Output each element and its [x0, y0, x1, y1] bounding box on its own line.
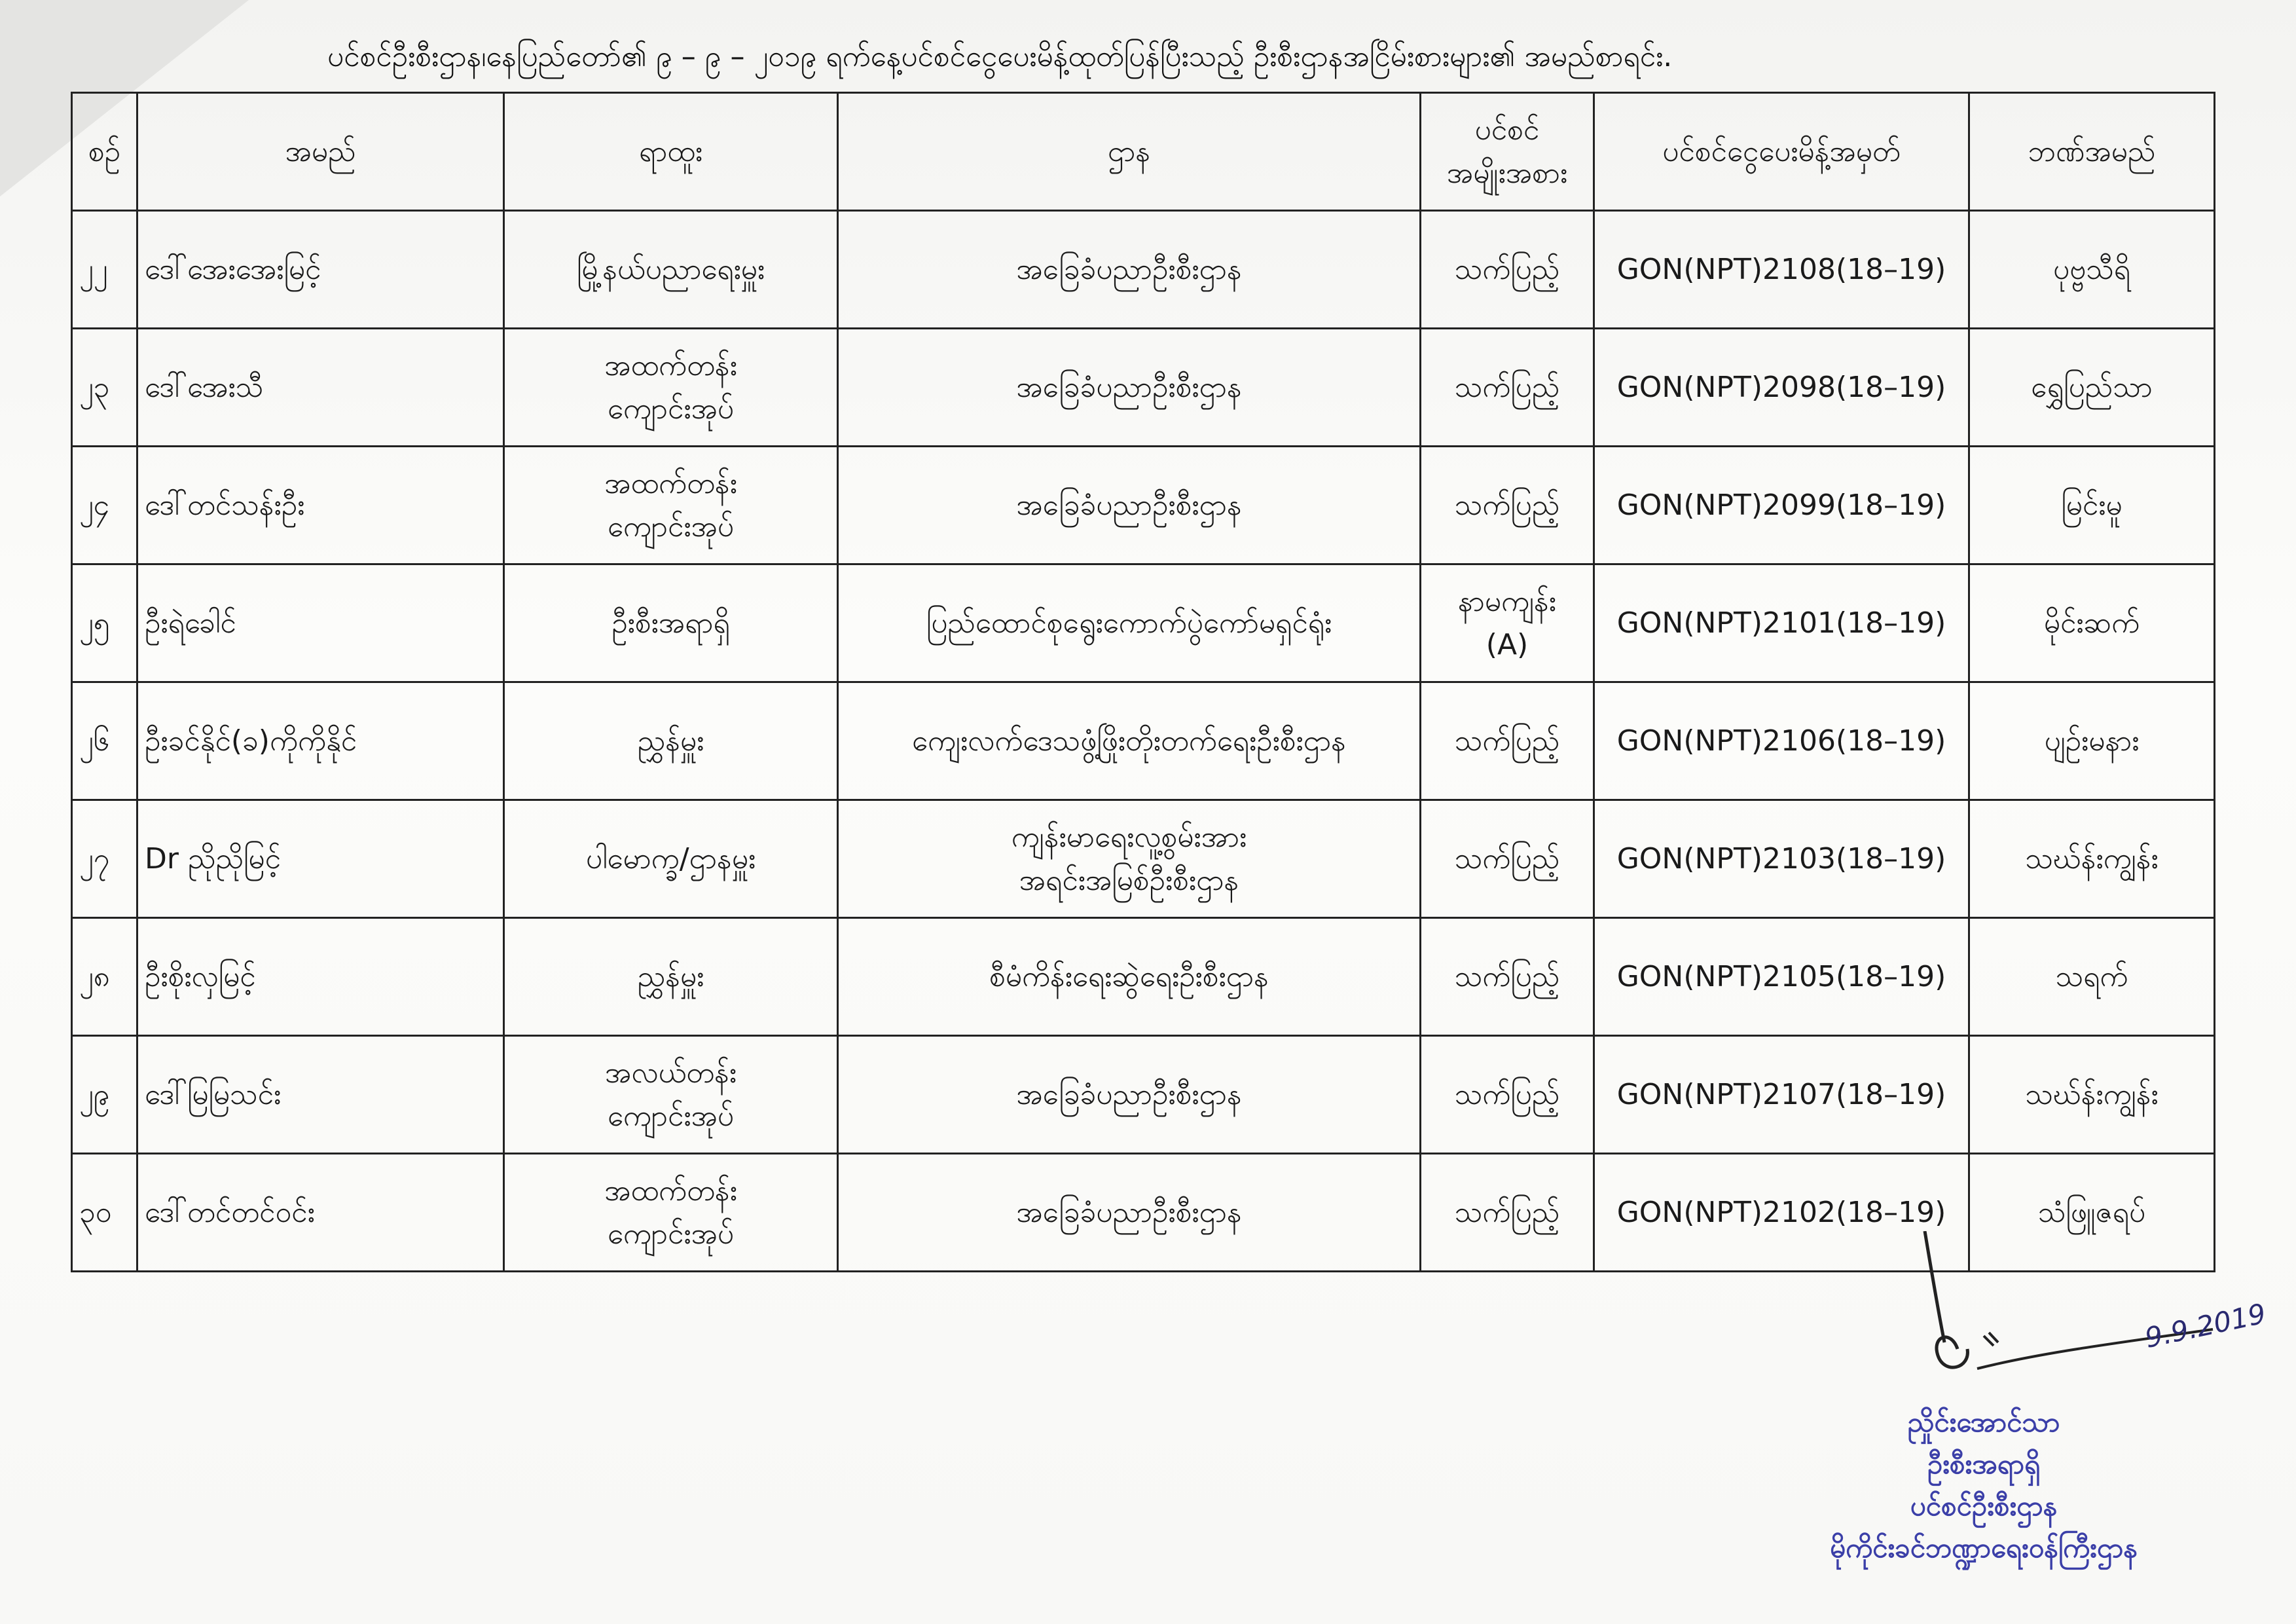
cell-department: ကျန်းမာရေးလူ့စွမ်းအား အရင်းအမြစ်ဦးစီးဌာန: [838, 800, 1421, 918]
cell-department: အခြေခံပညာဦးစီးဌာန: [838, 211, 1421, 329]
cell-bank: ရွှေပြည်သာ: [1969, 329, 2215, 447]
cell-order-number: GON(NPT)2108(18–19): [1594, 211, 1969, 329]
cell-bank: မြင်းမူ: [1969, 447, 2215, 564]
header-name: အမည်: [137, 93, 504, 211]
table-body: [72, 211, 2215, 1272]
cell-no: ၂၃: [72, 329, 137, 447]
cell-order-number: GON(NPT)2098(18–19): [1594, 329, 1969, 447]
cell-bank: သဃ်န်းကျွန်း: [1969, 800, 2215, 918]
table-row: [72, 682, 2215, 800]
cell-bank: သံဖြူဇရပ်: [1969, 1154, 2215, 1272]
signatory-department: ပင်စင်ဦးစီးဌာန: [1910, 1490, 2058, 1522]
cell-name: ဒေါ်တင်သန်းဦး: [137, 447, 504, 564]
cell-no: ၂၄: [72, 447, 137, 564]
table-row: [72, 1036, 2215, 1154]
cell-position: မြို့နယ်ပညာရေးမှူး: [504, 211, 838, 329]
cell-position: ညွှန်မှူး: [504, 918, 838, 1036]
cell-department: အခြေခံပညာဦးစီးဌာန: [838, 447, 1421, 564]
cell-position: အလယ်တန်း ကျောင်းအုပ်: [504, 1036, 838, 1154]
cell-order-number: GON(NPT)2102(18–19): [1594, 1154, 1969, 1272]
cell-department: ပြည်ထောင်စုရွေးကောက်ပွဲကော်မရှင်ရုံး: [838, 564, 1421, 682]
cell-position: အထက်တန်း ကျောင်းအုပ်: [504, 447, 838, 564]
signatory-position: ဦးစီးအရာရှိ: [1927, 1448, 2041, 1480]
cell-pension-type: နာမကျန်း (A): [1421, 564, 1594, 682]
cell-no: ၂၈: [72, 918, 137, 1036]
cell-no: ၂၅: [72, 564, 137, 682]
cell-no: ၃၀: [72, 1154, 137, 1272]
pensioners-table: [71, 92, 2215, 1272]
cell-pension-type: သက်ပြည့်: [1421, 447, 1594, 564]
cell-department: အခြေခံပညာဦးစီးဌာန: [838, 1154, 1421, 1272]
cell-order-number: GON(NPT)2101(18–19): [1594, 564, 1969, 682]
cell-pension-type: သက်ပြည့်: [1421, 682, 1594, 800]
signature-date: 9.9.2019: [2141, 1297, 2269, 1354]
table-row: [72, 564, 2215, 682]
cell-name: ဦးခင်နိုင်(ခ)ကိုကိုနိုင်: [137, 682, 504, 800]
cell-bank: မိုင်းဆက်: [1969, 564, 2215, 682]
table-row: [72, 447, 2215, 564]
signatory-ministry: မိုကိုင်းခင်ဘဏ္ဍာရေးဝန်ကြီးဌာန: [1829, 1532, 2138, 1564]
cell-no: ၂၇: [72, 800, 137, 918]
cell-pension-type: သက်ပြည့်: [1421, 918, 1594, 1036]
cell-department: ကျေးလက်ဒေသဖွံ့ဖြိုးတိုးတက်ရေးဦးစီးဌာန: [838, 682, 1421, 800]
header-pension-type: ပင်စင် အမျိုးအစား: [1421, 93, 1594, 211]
cell-bank: သဃ်န်းကျွန်း: [1969, 1036, 2215, 1154]
cell-pension-type: သက်ပြည့်: [1421, 1036, 1594, 1154]
cell-order-number: GON(NPT)2105(18–19): [1594, 918, 1969, 1036]
cell-position: အထက်တန်း ကျောင်းအုပ်: [504, 329, 838, 447]
document-title: ပင်စင်ဦးစီးဌာန၊နေပြည်တော်၏ ၉ – ၉ – ၂၀၁၉ ရက်နေ့ပင်စင်ငွေပေးမိန့်ထုတ်ပြန်ပြီးသည့် ဦးစီးဌာနအငြိမ်းစားများ၏ အမည်စာရင်း.: [327, 40, 1673, 73]
cell-bank: သရက်: [1969, 918, 2215, 1036]
table-row: [72, 1154, 2215, 1272]
cell-name: ဒေါ်အေးသီ: [137, 329, 504, 447]
cell-no: ၂၆: [72, 682, 137, 800]
cell-department: အခြေခံပညာဦးစီးဌာန: [838, 1036, 1421, 1154]
cell-order-number: GON(NPT)2107(18–19): [1594, 1036, 1969, 1154]
signatory-stamp: [1820, 1401, 2147, 1569]
cell-name: ဦးစိုးလှမြင့်: [137, 918, 504, 1036]
cell-name: ဦးရဲခေါင်: [137, 564, 504, 682]
cell-position: ဦးစီးအရာရှိ: [504, 564, 838, 682]
cell-pension-type: သက်ပြည့်: [1421, 800, 1594, 918]
cell-position: အထက်တန်း ကျောင်းအုပ်: [504, 1154, 838, 1272]
cell-no: ၂၂: [72, 211, 137, 329]
table-row: [72, 329, 2215, 447]
cell-order-number: GON(NPT)2106(18–19): [1594, 682, 1969, 800]
cell-order-number: GON(NPT)2099(18–19): [1594, 447, 1969, 564]
cell-order-number: GON(NPT)2103(18–19): [1594, 800, 1969, 918]
cell-department: စီမံကိန်းရေးဆွဲရေးဦးစီးဌာန: [838, 918, 1421, 1036]
table-row: [72, 211, 2215, 329]
table-row: [72, 918, 2215, 1036]
cell-position: ပါမောက္ခ/ဌာနမှူး: [504, 800, 838, 918]
cell-name: ဒေါ်တင်တင်ဝင်း: [137, 1154, 504, 1272]
header-order-number: ပင်စင်ငွေပေးမိန့်အမှတ်: [1594, 93, 1969, 211]
cell-bank: ပုဗ္ဗသီရိ: [1969, 211, 2215, 329]
table-header-row: [72, 93, 2215, 211]
header-bank: ဘဏ်အမည်: [1969, 93, 2215, 211]
cell-position: ညွှန်မှူး: [504, 682, 838, 800]
table-row: [72, 800, 2215, 918]
cell-no: ၂၉: [72, 1036, 137, 1154]
cell-bank: ပျဉ်းမနား: [1969, 682, 2215, 800]
cell-name: ဒေါ်မြမြသင်း: [137, 1036, 504, 1154]
signatory-name: ညှိုင်းအောင်သာ: [1907, 1406, 2060, 1438]
cell-name: ဒေါ်အေးအေးမြင့်: [137, 211, 504, 329]
cell-name: Dr ညိုညိုမြင့်: [137, 800, 504, 918]
cell-department: အခြေခံပညာဦးစီးဌာန: [838, 329, 1421, 447]
header-department: ဌာန: [838, 93, 1421, 211]
header-position: ရာထူး: [504, 93, 838, 211]
cell-pension-type: သက်ပြည့်: [1421, 211, 1594, 329]
header-no: စဉ်: [72, 93, 137, 211]
cell-pension-type: သက်ပြည့်: [1421, 1154, 1594, 1272]
cell-pension-type: သက်ပြည့်: [1421, 329, 1594, 447]
